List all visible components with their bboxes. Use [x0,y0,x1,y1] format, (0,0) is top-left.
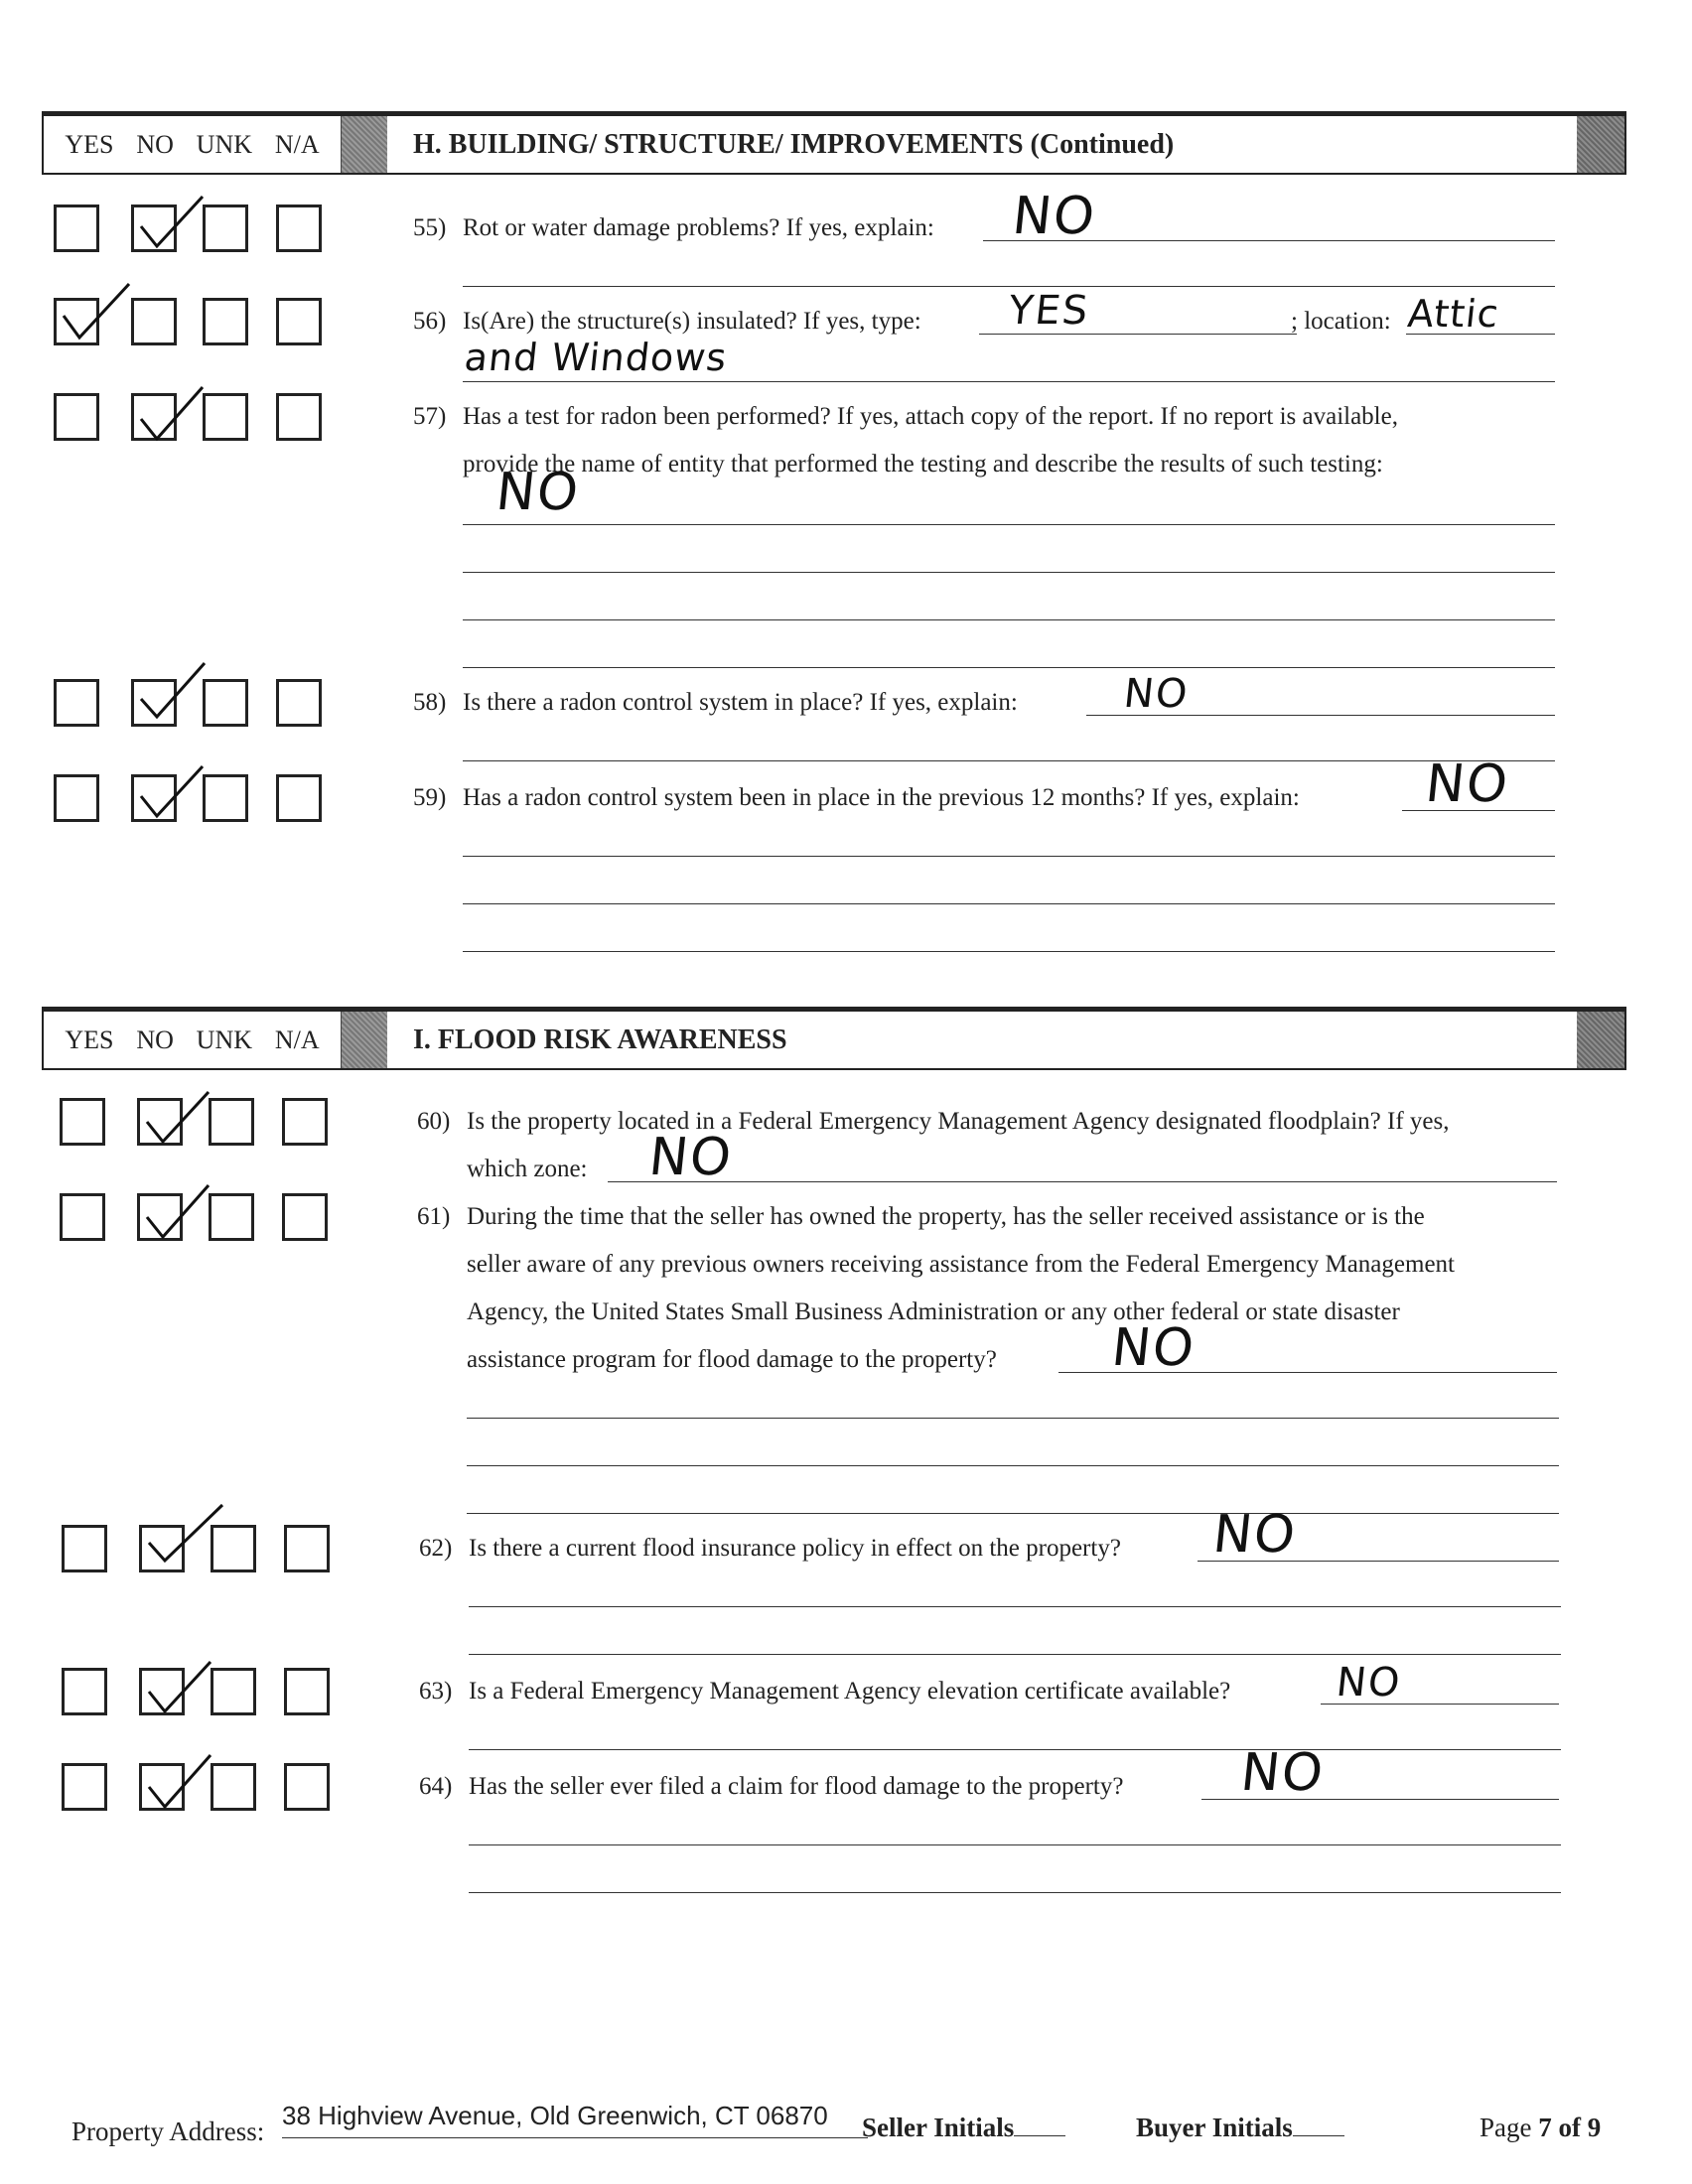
question-number: 56) [413,308,447,335]
handwritten-answer: NO [1237,1743,1328,1803]
blank-line [463,619,1555,620]
handwritten-type: YES [1006,288,1092,334]
checkbox-yes[interactable] [62,1525,107,1572]
question-text: Has a radon control system been in place in the previous 12 months? If yes, explain: [463,784,1300,811]
handwritten-answer: NO [1009,187,1099,246]
checkbox-unk[interactable] [203,393,248,441]
col-yes: YES [65,129,114,159]
checkbox-unk[interactable] [203,298,248,345]
question-text: Is a Federal Emergency Management Agency elevation certificate available? [469,1678,1231,1705]
checkbox-yes[interactable] [62,1763,107,1811]
question-text-line1: Has a test for radon been performed? If yes, attach copy of the report. If no report is available, [463,403,1398,430]
blank-line [463,760,1555,761]
checkbox-unk[interactable] [211,1763,256,1811]
checkbox-group [62,1525,350,1576]
checkbox-na[interactable] [284,1668,330,1715]
checkbox-group [54,679,342,731]
blank-line [469,1892,1561,1893]
col-no: NO [136,1024,174,1054]
checkbox-group [60,1098,348,1150]
checkbox-group [54,205,342,256]
answer-columns-header [44,1012,342,1068]
checkbox-unk[interactable] [203,205,248,252]
col-yes: YES [65,1024,114,1054]
checkbox-na[interactable] [282,1193,328,1241]
checkbox-no[interactable] [131,298,177,345]
checkbox-unk[interactable] [209,1193,254,1241]
checkbox-yes[interactable] [54,774,99,822]
checkbox-yes[interactable] [54,205,99,252]
question-text-line1: During the time that the seller has owned the property, has the seller received assistance or is the [467,1203,1425,1230]
checkbox-yes[interactable] [62,1668,107,1715]
location-label: ; location: [1291,308,1391,335]
checkbox-na[interactable] [276,393,322,441]
buyer-initials-line[interactable] [1293,2135,1344,2136]
blank-line [463,951,1555,952]
page-number: Page 7 of 9 [1480,2113,1602,2142]
section-i-header [42,1007,1626,1070]
checkbox-group [54,298,342,349]
checkbox-group [62,1763,350,1815]
checkbox-na[interactable] [284,1763,330,1811]
col-na: N/A [274,1024,320,1054]
checkbox-yes[interactable] [54,679,99,727]
blank-line [467,1465,1559,1466]
question-number: 59) [413,784,447,811]
header-shade-left [342,116,387,173]
seller-initials-line[interactable] [1014,2135,1065,2136]
header-shade-right [1577,1012,1624,1068]
checkbox-no[interactable] [137,1098,183,1146]
page-footer [71,2095,1621,2154]
question-text-line2: seller aware of any previous owners receiving assistance from the Federal Emergency Management [467,1251,1455,1278]
col-unk: UNK [196,1024,253,1054]
header-shade-right [1577,116,1624,173]
checkbox-no[interactable] [131,205,177,252]
checkbox-na[interactable] [276,679,322,727]
checkbox-group [54,393,342,445]
handwritten-answer: NO [1422,754,1512,814]
blank-line [469,1844,1561,1845]
section-h-title: H. BUILDING/ STRUCTURE/ IMPROVEMENTS (Continued) [413,128,1175,160]
question-text: Rot or water damage problems? If yes, explain: [463,214,934,241]
answer-line [608,1181,1557,1182]
question-text: Is there a current flood insurance policy in effect on the property? [469,1535,1121,1562]
blank-line [467,1418,1559,1419]
checkbox-group [62,1668,350,1719]
blank-line [463,572,1555,573]
checkbox-no[interactable] [139,1763,185,1811]
checkbox-na[interactable] [276,205,322,252]
checkbox-no[interactable] [139,1668,185,1715]
property-address-label: Property Address: [71,2116,265,2146]
question-number: 63) [419,1678,453,1705]
col-unk: UNK [196,129,253,159]
checkbox-na[interactable] [284,1525,330,1572]
blank-line [469,1654,1561,1655]
property-address-value[interactable]: 38 Highview Avenue, Old Greenwich, CT 06870 [282,2101,868,2138]
question-number: 57) [413,403,447,430]
question-text: Is(Are) the structure(s) insulated? If yes, type: [463,308,921,335]
handwritten-answer: NO [1121,671,1192,717]
blank-line [469,1749,1561,1750]
checkbox-yes[interactable] [60,1098,105,1146]
blank-line [463,381,1555,382]
question-number: 64) [419,1773,453,1800]
checkbox-na[interactable] [282,1098,328,1146]
checkbox-unk[interactable] [203,774,248,822]
checkbox-no[interactable] [139,1525,185,1572]
buyer-initials-label: Buyer Initials [1136,2113,1293,2142]
checkbox-unk[interactable] [203,679,248,727]
question-number: 58) [413,689,447,716]
question-text-line2: which zone: [467,1156,588,1182]
handwritten-answer: NO [1209,1505,1300,1565]
question-number: 55) [413,214,447,241]
handwritten-answer: NO [1334,1660,1404,1706]
section-i-title: I. FLOOD RISK AWARENESS [413,1024,787,1055]
handwritten-answer: NO [493,463,583,522]
buyer-initials-field[interactable] [1136,2113,1344,2143]
question-text-line3: Agency, the United States Small Business Administration or any other federal or state disaster [467,1298,1400,1325]
checkbox-yes[interactable] [54,393,99,441]
blank-line [463,524,1555,525]
type-answer-line [979,334,1297,335]
checkbox-no[interactable] [131,393,177,441]
question-number: 60) [417,1108,451,1135]
question-text: Has the seller ever filed a claim for flood damage to the property? [469,1773,1124,1800]
col-no: NO [136,129,174,159]
handwritten-location-cont: and Windows [462,336,730,379]
header-shade-left [342,1012,387,1068]
seller-initials-label: Seller Initials [862,2113,1015,2142]
checkbox-unk[interactable] [211,1668,256,1715]
blank-line [469,1606,1561,1607]
question-number: 61) [417,1203,451,1230]
blank-line [463,667,1555,668]
section-h-header [42,111,1626,175]
checkbox-yes[interactable] [54,298,99,345]
question-text-line1: Is the property located in a Federal Emergency Management Agency designated floodplain? If yes, [467,1108,1450,1135]
question-text-line4: assistance program for flood damage to the property? [467,1346,997,1373]
checkbox-na[interactable] [276,298,322,345]
question-text-line2: provide the name of entity that performed the testing and describe the results of such testing: [463,451,1383,478]
checkbox-na[interactable] [276,774,322,822]
checkbox-no[interactable] [137,1193,183,1241]
blank-line [463,903,1555,904]
answer-columns-header [44,116,342,173]
checkbox-yes[interactable] [60,1193,105,1241]
blank-line [463,856,1555,857]
checkbox-no[interactable] [131,774,177,822]
col-na: N/A [274,129,320,159]
handwritten-answer: NO [1108,1318,1198,1378]
handwritten-location: Attic [1405,292,1501,336]
checkbox-group [60,1193,348,1245]
blank-line [467,1513,1559,1514]
checkbox-no[interactable] [131,679,177,727]
question-text: Is there a radon control system in place? If yes, explain: [463,689,1018,716]
seller-initials-field[interactable] [862,2113,1065,2143]
checkbox-unk[interactable] [211,1525,256,1572]
checkbox-group [54,774,342,826]
question-number: 62) [419,1535,453,1562]
checkbox-unk[interactable] [209,1098,254,1146]
handwritten-answer: NO [645,1128,736,1187]
blank-line [463,286,1555,287]
